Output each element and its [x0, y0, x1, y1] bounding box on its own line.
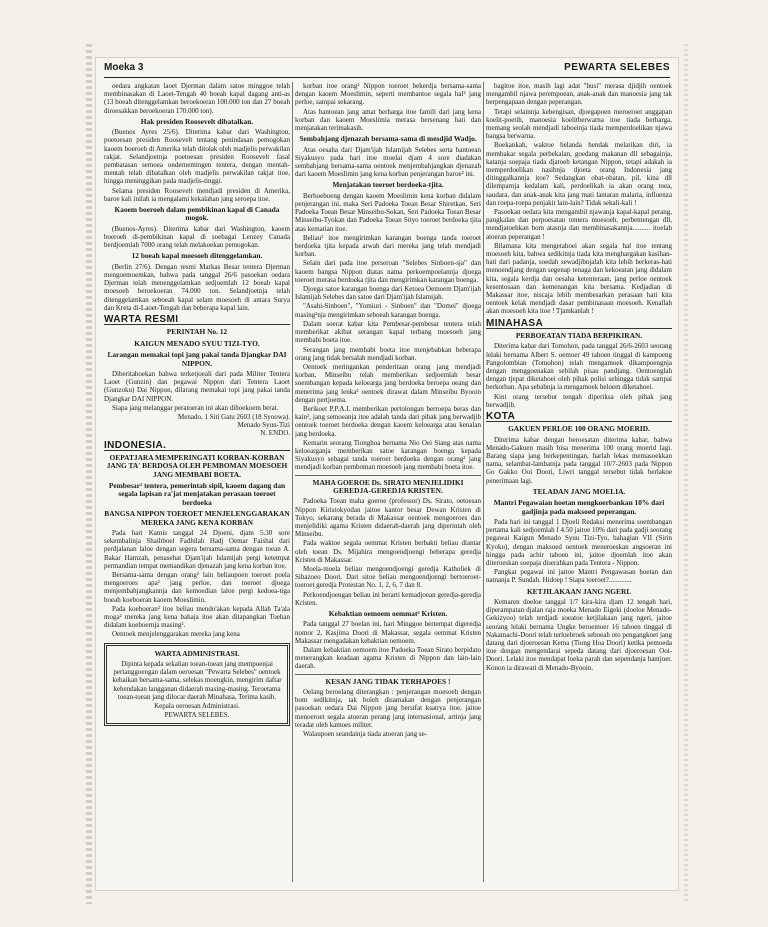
decree-title: PERINTAH No. 12: [166, 327, 228, 337]
article-headline: OEPATJARA MEMPERINGATI KORBAN-KORBAN JANG TA' BERDOSA OLEH PEMBOMAN MOESOEH JANG MEMBABI BOETA.: [106, 452, 288, 479]
column-2: [295, 82, 481, 882]
article-paragraph: Selama presiden Roosevelt mendjadi presiden di Amerika, baroe kali inilah ia mengalami kekalahan jang seroepa itoe.: [104, 186, 290, 203]
section-title-warta-resmi: WARTA RESMI: [104, 316, 290, 325]
article-paragraph: Pada tanggal 27 boelan ini, hari Minggoe bertempat digeredja nomor 2, Kasjima Doori di Makassar, segala oemmat Kristen Makassar mengadakan kebaktian oemoem.: [295, 620, 481, 645]
notice-title: WARTA ADMINISTRASI.: [154, 648, 240, 658]
article-headline: KESAN JANG TIDAK TERHAPOES !: [325, 676, 451, 686]
article-paragraph: Kemarin seorang Tionghoa bernama Nio Oei Siang atas nama keloearganja memberikan satoe karangan boenga kepada Siyakusyo sebagai tanda toeroet berdoeka dengan orang² jang mendjadi korban pemboman moesoeh jang membabi boeta itoe.: [295, 438, 481, 472]
article-paragraph: Diberitahoekan bahwa terketjoeali dari pada Militer Tentera Laoet (Gunzin) dan pegawai Nippon dari Tentera Laoet (Gunzoku) Dai Nippon, dilarang memakai topi jang pakai tanda Djangkar DAI NIPPON.: [104, 369, 290, 403]
article-paragraph: Moela-moela beliau mengoendjoengi geredja Katholiek di Sibazoeo Doori. Dari sitoe beliau mengoendjoengi bertoeroet-toeroet geredja Protestan No. 1, 2, 6, 7 dan 8.: [295, 564, 481, 590]
article-paragraph: Diterima kabar dari Tomohon, pada tanggal 26/6-2603 seorang lelaki bernama Albert S. oemoer 49 tahoen tinggal di kampoeng Pangolombian (Tomohon) telah mengamoek dikampoengnja dengan menggoenakan sebilah pisau pandjang. Oentoenglah dengan tjepat diketahoei oleh pihak polisi sehingga tidak sampai berkorban. Apa sebabnja ia mengamoek beloem diketahoei.: [486, 342, 672, 392]
article-subheadline: Kebaktian oemoem oemmat² Kristen.: [328, 609, 448, 618]
article-paragraph: Atas oesaha dari Djam'ijah Islamijah Selebes serta bantoean Siyakusyo pada hari itoe moelai djam 4 sore diadakan sembahjang bersama-sama oentoek menjembahjangkan djenazah dari kaoem Moeslimin jang kena korban penjerangan baroe² ini.: [295, 145, 481, 179]
article-headline: PERBOEATAN TIADA BERPIKIRAN.: [515, 330, 643, 340]
article-paragraph: Padoeka Toean maha goeroe (professor) Ds. Sirato, oetoesan Nippon Kiristokyodan jaitoe kantor besar Dewan Kristen di Tokyo, sekarang berada di Makassar oentoek mengoeroes dan menjelidiki agama Kristen didaerah-daerah jang diperintah oleh Minseibu.: [295, 497, 481, 539]
decree-subject: Larangan memakai topi jang pakai tanda Djangkar DAI NIPPON.: [107, 350, 287, 368]
column-3: [486, 82, 672, 882]
article-headline: 12 boeah kapal moesoeh ditenggelamkan.: [131, 251, 263, 261]
article-paragraph: Pada hari ini tanggal 1 Djoeli Redaksi menerima soembangan pertama kali sedjoemlah f 4.50 jaitoe 10% dari pada gadji seorang pegawai Kaigun Menado Syuu Tizi-Tyo, bahagian VII (Sirin Kyoku), dengan maksoed oentoek meneroeskan angsoeran ini hingga pada achir tahoen ini, jaitoe djoemlah itoe akan diteroeskan soepaja diserahkan pada Tentera - Nippon.: [486, 517, 672, 567]
page-number: Moeka 3: [104, 62, 144, 73]
article-paragraph: Oelang beroelang diterangkan : penjerangan moesoeh dengan bom sedikitnja, tak boleh disamakan dengan penjerangan pasoekan oedara Dai Nippon jang bersifat ksatrya itoe, jaitoe menoeroet segala atoeran perang jang internasional, artinja jang teradat oleh kamoes militer.: [295, 688, 481, 729]
article-paragraph: Pangkat pegawai ini jaitoe Mantri Pengawasan hoetan dan namanja P. Sundah. Hidoep ! Siapa toeroet?.............: [486, 568, 672, 585]
article-paragraph: korban itoe orang² Nippon toeroet bekerdja bersama-sama dengan kaoem Moeslimin, seperti membantoe segala hal² jang perloe, sampai sekarang.: [295, 82, 481, 107]
article-headline: GAKUEN PERLOE 100 ORANG MOERID.: [508, 424, 650, 434]
article-paragraph: Oentoek menjelenggarakan mereka jang kena: [112, 630, 240, 639]
article-paragraph: Pada koeboeran² itoe beliau mendo'akan kepada Allah Ta'ala moga² mereka jang kena bahaja itoe akan ditapangkan Toehan didalam koeboernja masing².: [104, 604, 290, 630]
article-paragraph: oedara angkatan laoet Djerman dalam satoe minggoe telah membinasakan di Laoet-Tengah 40 boeah kapal dagang anti-as (13 boeah ditenggelamkan beroekoeran 100.000 ton dan 27 boeah diroesakkan beroekoeran 170.000 ton).: [104, 82, 290, 115]
article-paragraph: (Buenos Ayres 25/6). Diterima kabar dari Washington, poetoesan presiden Roosevelt tentang penindasan pemogokan kaoem boeroeh di Amerika telah ditolak oleh madjelis perwakilan rakjat. Selandjoetnja poetoesan presiden Roosevelt fasal pembatasan semoea ondernemingen tentera, dengan mentah-mentah telah dibatalkan oleh madjelis perwakilan rakjat itoe, hingga meninggikan pada madjelis-tinggi.: [104, 128, 290, 186]
section-title-kota: KOTA: [486, 413, 672, 422]
article-headline: Sembahjang djenazah bersama-sama di mesdjid Wadjo.: [299, 134, 477, 144]
notice-signature: Kepala oeroesan Administrasi.: [154, 702, 240, 711]
article-paragraph: Perkoendjoengan beliau ini berarti kemadjoean geredja-geredja Kristen.: [295, 590, 481, 607]
article-paragraph: Serangan jang membabi boeta itoe menjebabkan beberapa orang jang tidak bersalah mendjadi korban.: [295, 345, 481, 362]
article-separator: [295, 475, 481, 476]
administration-notice-box: [104, 643, 290, 727]
article-paragraph: (Buenos-Ayres). Diterima kabar dari Washington, kaoem boeroeh di-pembikinan kapal di soebagai Lenzey Canada berdjoemlah 7000 orang telah melakoekan pemogokan.: [104, 224, 290, 250]
column-divider: [483, 82, 484, 882]
article-headline: MAHA GOEROE Ds. SIRATO MENJELIDIKI GEREDJA-GEREDJA KRISTEN.: [312, 477, 464, 495]
notice-signature: PEWARTA SELEBES.: [164, 711, 230, 720]
article-headline: Hak presiden Roosevelt dibatalkan.: [140, 116, 254, 126]
signature-line: Menado, 1 Siti Gatu 2603 (18 Syoowa).: [178, 412, 290, 421]
section-title-minahasa: MINAHASA: [486, 320, 672, 329]
article-paragraph: Diterima kabar dengan beroesatan diterima kabar, bahwa Menado-Gakuen masih bisa menerima 100 orang moerid lagi. Barang siapa jang berkepentingan, harlah lekas memasoekkan nama, selambat-lambatnja pada tanggal 10/7-2603 pada Nippon Go Gakko Ooi Doori, Liwri tanggal tersebut tidak berlakoe penerimaan lagi.: [486, 435, 672, 485]
header-rule: [104, 77, 670, 78]
article-paragraph: Boekankah, waktoe belanda hendak melarikan diri, ia membakar segala perbekalan, goedang makanan dll sebagainja, katanja soepaja tiada djatoeh ketangan Nippon, tetapi adakah ia memperdoelikan nasibnja djoeta orang Indonesia jang ditinggalkannja itoe? Sedangkan obat-obatan, pil, kina dll dilemparnja kedalam kali, perdoelikah ia akan orang toea, saudara, dan anak-anak kita jang mati lantaran malaria, influenza dan roepa-roepa penjakit lain-lain? Tidak sekali-kali !: [486, 141, 672, 207]
column-divider: [292, 82, 293, 882]
article-paragraph: Selain dari pada itoe perseroan "Selebes Sinboen-sja" dan kaoem bangsa Nippon diatas nama perkoempoelannja djoega toeroet merasa berdoeka tjita dan mengirimkan karangan boenga.: [295, 259, 481, 284]
decree-issuer: KAIGUN MENADO SYUU TIZI-TYO.: [134, 338, 260, 348]
scan-edge-left: [86, 44, 92, 904]
article-paragraph: (Berlin 27/6). Dengan resmi Markas Besar tentera Djerman mengoemoemkan, bahwa pada tanggal 26/6 pasoekan oedara Djerman telah menenggelamkan sedjoemlah 12 boeah kapal moesoeh beroekoeran 74.000 ton. Selandjoetnja telah ditenggelamkan seboeah kapal selam moesoeh di antara Surya dan Kreta di-Laoet-Tengah dan beberapa kapal lain.: [104, 262, 290, 312]
article-paragraph: Berikoet P.P.A.I. memberikan pertolongan berroepa beras dan kain², jang semoeanja itoe adalah tanda dari pihak jang berwadjib oentoek toeroet berdoeka dengan kaoem keloearga atau kenalan jang berdoeka.: [295, 404, 481, 438]
page-header: [104, 62, 670, 76]
article-headline: Kaoem boeroeh dalam pembikinan kapal di Canada mogok.: [114, 205, 280, 223]
article-paragraph: bagitoe itoe, masih lagi adat "busi" merasa djidjih oentoek mengambil njawa perempoean, anak-anak dan manoesia jang tak berpengapaan dengan peperangan.: [486, 82, 672, 107]
decree-signature: [104, 413, 290, 438]
article-paragraph: Walaupoen seandainja tiada atoeran jang se-: [303, 730, 428, 739]
article-headline: Menjatakan toeroet berdoeka-tjita.: [332, 180, 444, 190]
masthead-title: PEWARTA SELEBES: [564, 62, 670, 73]
signature-line: Menado Syuu-Tizi: [237, 421, 290, 430]
notice-text: Dipinta kepada sekalian toean-toean jang mempoenjai pertanggoengan dalam oeroesan "Pewarta Selebes" oentoek kebaikan bersama-sama, selekas moengkin, mengirim daftar kehendakan langganan didaerah masing-masing. Teroetama toean-toean jang dilocar daerah Minahasa, Terima kasih.: [112, 660, 282, 701]
article-paragraph: Kini orang tersebut tengah diperiksa oleh pihak jang berwadjib.: [486, 392, 672, 409]
signature-line: N. ENDO.: [260, 429, 290, 438]
article-paragraph: Siapa jang melanggar peratoeran ini akan dihoekoem berat.: [112, 403, 279, 412]
column-1: [104, 82, 290, 882]
article-paragraph: Pada waktoe segala oemmat Kristen berbakti beliau diantar oleh toean Ds. Mijahira mengoendjoengi beberapa geredja Kristen di Makassar.: [295, 539, 481, 564]
article-paragraph: Kemaren doeloe tanggal 1/7 kira-kira djam 12 tengah hari, diperampatan djalan raja moeka Menado Eigeki (doeloe Menado-Gekizyoo) telah terdjadi soeatoe ketjilakaan jang ngeri, jaitoe seorang lelaki bernama Ungke beroemoer 16 tahoen tinggal di Nakamachi-Doori telah terloebroek seboeah oto pengangkoet jang datang dari djoeroesan Kema (Tiong Hoa Doori) ketika pemoeda itoe dengan mengendarai sepeda datang dari djoeroesan Ooi-Doori. Lelaki itoe mendapat loeka parah dan sependanja hantjoer. Konon ia dirawati di Menado-Byooin.: [486, 598, 672, 672]
article-paragraph: Pasoekan oedara kita mengambil njawanja kapal-kapal perang, pangkalan dan perpoesatan tentera moesoeh, perbentengan dll, mendjatoehkan bom atasnja dan membinasakannja.......... itoelah atoeran peperangan !: [486, 208, 672, 241]
article-separator: [295, 674, 481, 675]
article-paragraph: Oentoek meringankan penderitaan orang jang mendjadi korban, Minseibu telah memberikan sedjoemlah besar soembangan kepada keloearga jang berdoeka beroepa oeang dan menerima jang lenka² oentoek dirawat dalam Minseibu Byooin dengan pertjoema.: [295, 362, 481, 404]
section-title-indonesia: INDONESIA.: [104, 442, 290, 451]
article-paragraph: "Asahi-Sinboen", "Yomiuri - Sinboen" dan "Domei" djoega masing²nja mengirimkan seboeah karangan boenga.: [295, 302, 481, 319]
article-paragraph: Dalam kebaktian oemoem itoe Padoeka Toean Sirato berpidato menerangkan keadaan agama Kristen di Nippon dan lain-lain daerah.: [295, 646, 481, 671]
article-paragraph: Bersama-sama dengan orang² lain beliaupoen toeroet poela mengoeroes apa² jang perloe, dan toeroet djoega menjembahjangkannja dan kemoedian laloe pergi kedoea-tiga boeah koeboeran kaoem Moeslimin.: [104, 571, 290, 604]
article-paragraph: Dalam soerat kabar kita Pembesar-pembesar tentera telah memberikat akibat serangan kapal terbang moesoeh jang membabi boeta itoe.: [295, 319, 481, 345]
article-paragraph: Beliau² itoe mengirimkan karangan boenga tanda toeroet berdoeka tjita kepada arwah dari mereka jang telah mendjadi korban.: [295, 233, 481, 259]
article-paragraph: Atas bantoean jang amat berharga itoe famili dari jang kena korban dan kaoem Moeslimia merasa bersenang hati dan menjatakan terimakasih.: [295, 107, 481, 133]
article-subheadline: Mantri Pegawaian hoetan mengkoerbankan 10% dari gadjinja pada maksoed peperangan.: [493, 498, 665, 516]
article-paragraph: Berhoeboeng dengan kaoem Moeslimin kena korban didalam penjerangan ini, maka Seri Padoeka Toean Besar Shiretkan, Seri Padoeka Toean Besar Minseibu-Sokan, Seri Padoeka Toean Besar Minseibu-Tyokan dan Padoeka Toean Sityo toeroet berdoeka tjita atas kematian itoe.: [295, 191, 481, 233]
article-subheadline: Pembesar² tentera, pemerintah sipil, kaoem dagang dan segala lapisan ra'jat menjatakan perasaan toeroet berdoeka: [108, 480, 286, 507]
article-headline: KETJILAKAAN JANG NGERI.: [526, 586, 632, 596]
newspaper-page: [96, 58, 678, 890]
article-paragraph: Pada hari Kamis tanggal 24 Djoeni, djam 5.30 sore sekembalinja Shaihboel Fadhilah Hadj Oemar Faishal dari perdjalanan laloe dengan segera bersama-sama dengan toean A. Bakar Hamzah, penasehat Djam'ijah Islamijah pergi ketempat permandian tempat memandikan djenazah jang kena korban itoe.: [104, 529, 290, 570]
article-paragraph: Djoega satoe karangan boenga dari Ketoea Oemoem Djam'ijah Islamijah Selebes dan satoe dari Djam'ijah Islamijah.: [295, 285, 481, 302]
scan-edge-right: [684, 44, 688, 904]
article-headline: TELADAN JANG MOELIA.: [532, 486, 626, 496]
article-subheadline: BANGSA NIPPON TOEROET MENJELENGGARAKAN MEREKA JANG KENA KORBAN: [104, 509, 290, 527]
article-paragraph: Tetapi selainnja kebengisan, djoegapoen meroeroet anggapan koelit-poetih, manoesia koelitberwarna itoe tiada berharga, memang seolah mendjadi taboeinja tiada memperdoelikan njawa bangsa berwarna.: [486, 107, 672, 141]
article-paragraph: Bilamana kita mengetahoei akan segala hal itoe tentang moesoeh kita, bahwa sedikitnja tiada kita menghargakan kasihan-hati dari padanja, soedah sewadjibnjalah kita lebih berkeras-hati menoendjang dengan segenap tenaga dan kekoeatan jang didalam kita, segala kerdja dan oesaha ketenteraan, jang perloe oentoek kesentosaan dan kemenangan kita bersama. Kedjadian di Makassar itoe, niscaja lebih membesarkan perasaan hati kita oentoek kelak mendjadi dasar pembinasaan moesoeh. Kenallah akan moesoeh kita itoe ! Tjamkanlah !: [486, 241, 672, 316]
